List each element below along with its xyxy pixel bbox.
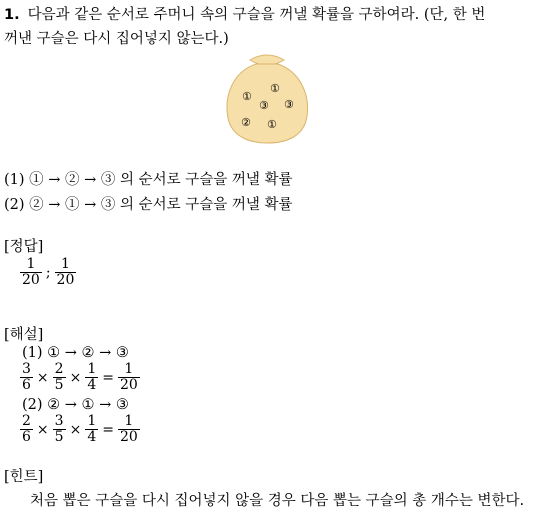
answer-header: [정답] <box>4 239 44 255</box>
problem-statement <box>4 3 485 51</box>
ball-6: ① <box>267 118 277 131</box>
answer-line <box>20 257 76 288</box>
ball-3: ③ <box>259 99 269 112</box>
problem-text-line1: 다음과 같은 순서로 주머니 속의 구슬을 꺼낼 확률을 구하여라. (단, 한 번 <box>27 7 486 23</box>
question-1: (1) ① → ② → ③ 의 순서로 구슬을 꺼낼 확률 <box>4 172 293 188</box>
explanation-part1-label: (1) ① → ② → ③ <box>22 345 129 361</box>
explanation-part2-label: (2) ② → ① → ③ <box>22 397 129 413</box>
bag-figure <box>222 52 312 144</box>
eq2-frac-1: $\frac{2}{6}$ <box>22 413 31 445</box>
answer-1-fraction: $\frac{1}{20}$ <box>22 256 40 288</box>
bag-tie <box>250 55 284 65</box>
explanation-part1-equation: $\frac{3}{6}$ × $\frac{2}{5}$ × $\frac{1}{4}$ = $\frac{1}{20}$ <box>22 361 138 393</box>
ball-4: ③ <box>284 98 294 111</box>
explanation-part2-equation: $\frac{2}{6}$ × $\frac{3}{5}$ × $\frac{1}{4}$ = $\frac{1}{20}$ <box>22 413 138 445</box>
ball-5: ② <box>241 116 251 129</box>
eq1-frac-1: $\frac{3}{6}$ <box>22 361 31 393</box>
hint-text: 처음 뽑은 구슬을 다시 집어넣지 않을 경우 다음 뽑는 구슬의 총 개수는 변한다. <box>30 493 525 509</box>
answer-2-fraction: $\frac{1}{20}$ <box>56 256 75 288</box>
eq1-result: $\frac{1}{20}$ <box>119 361 138 393</box>
problem-number: 1. <box>4 7 20 23</box>
eq2-frac-2: $\frac{3}{5}$ <box>54 413 64 445</box>
eq1-frac-2: $\frac{2}{5}$ <box>54 361 64 393</box>
question-2: (2) ② → ① → ③ 의 순서로 구슬을 꺼낼 확률 <box>4 197 293 213</box>
ball-1: ① <box>242 90 252 103</box>
explanation-header: [해설] <box>4 327 44 343</box>
problem-text-line2: 꺼낸 구슬은 다시 집어넣지 않는다.) <box>4 31 229 47</box>
eq1-frac-3: $\frac{1}{4}$ <box>87 361 97 393</box>
answer-separator: ; <box>45 264 51 281</box>
eq2-frac-3: $\frac{1}{4}$ <box>87 413 97 445</box>
ball-2: ① <box>270 82 280 95</box>
eq2-result: $\frac{1}{20}$ <box>119 413 138 445</box>
hint-header: [힌트] <box>4 469 44 485</box>
